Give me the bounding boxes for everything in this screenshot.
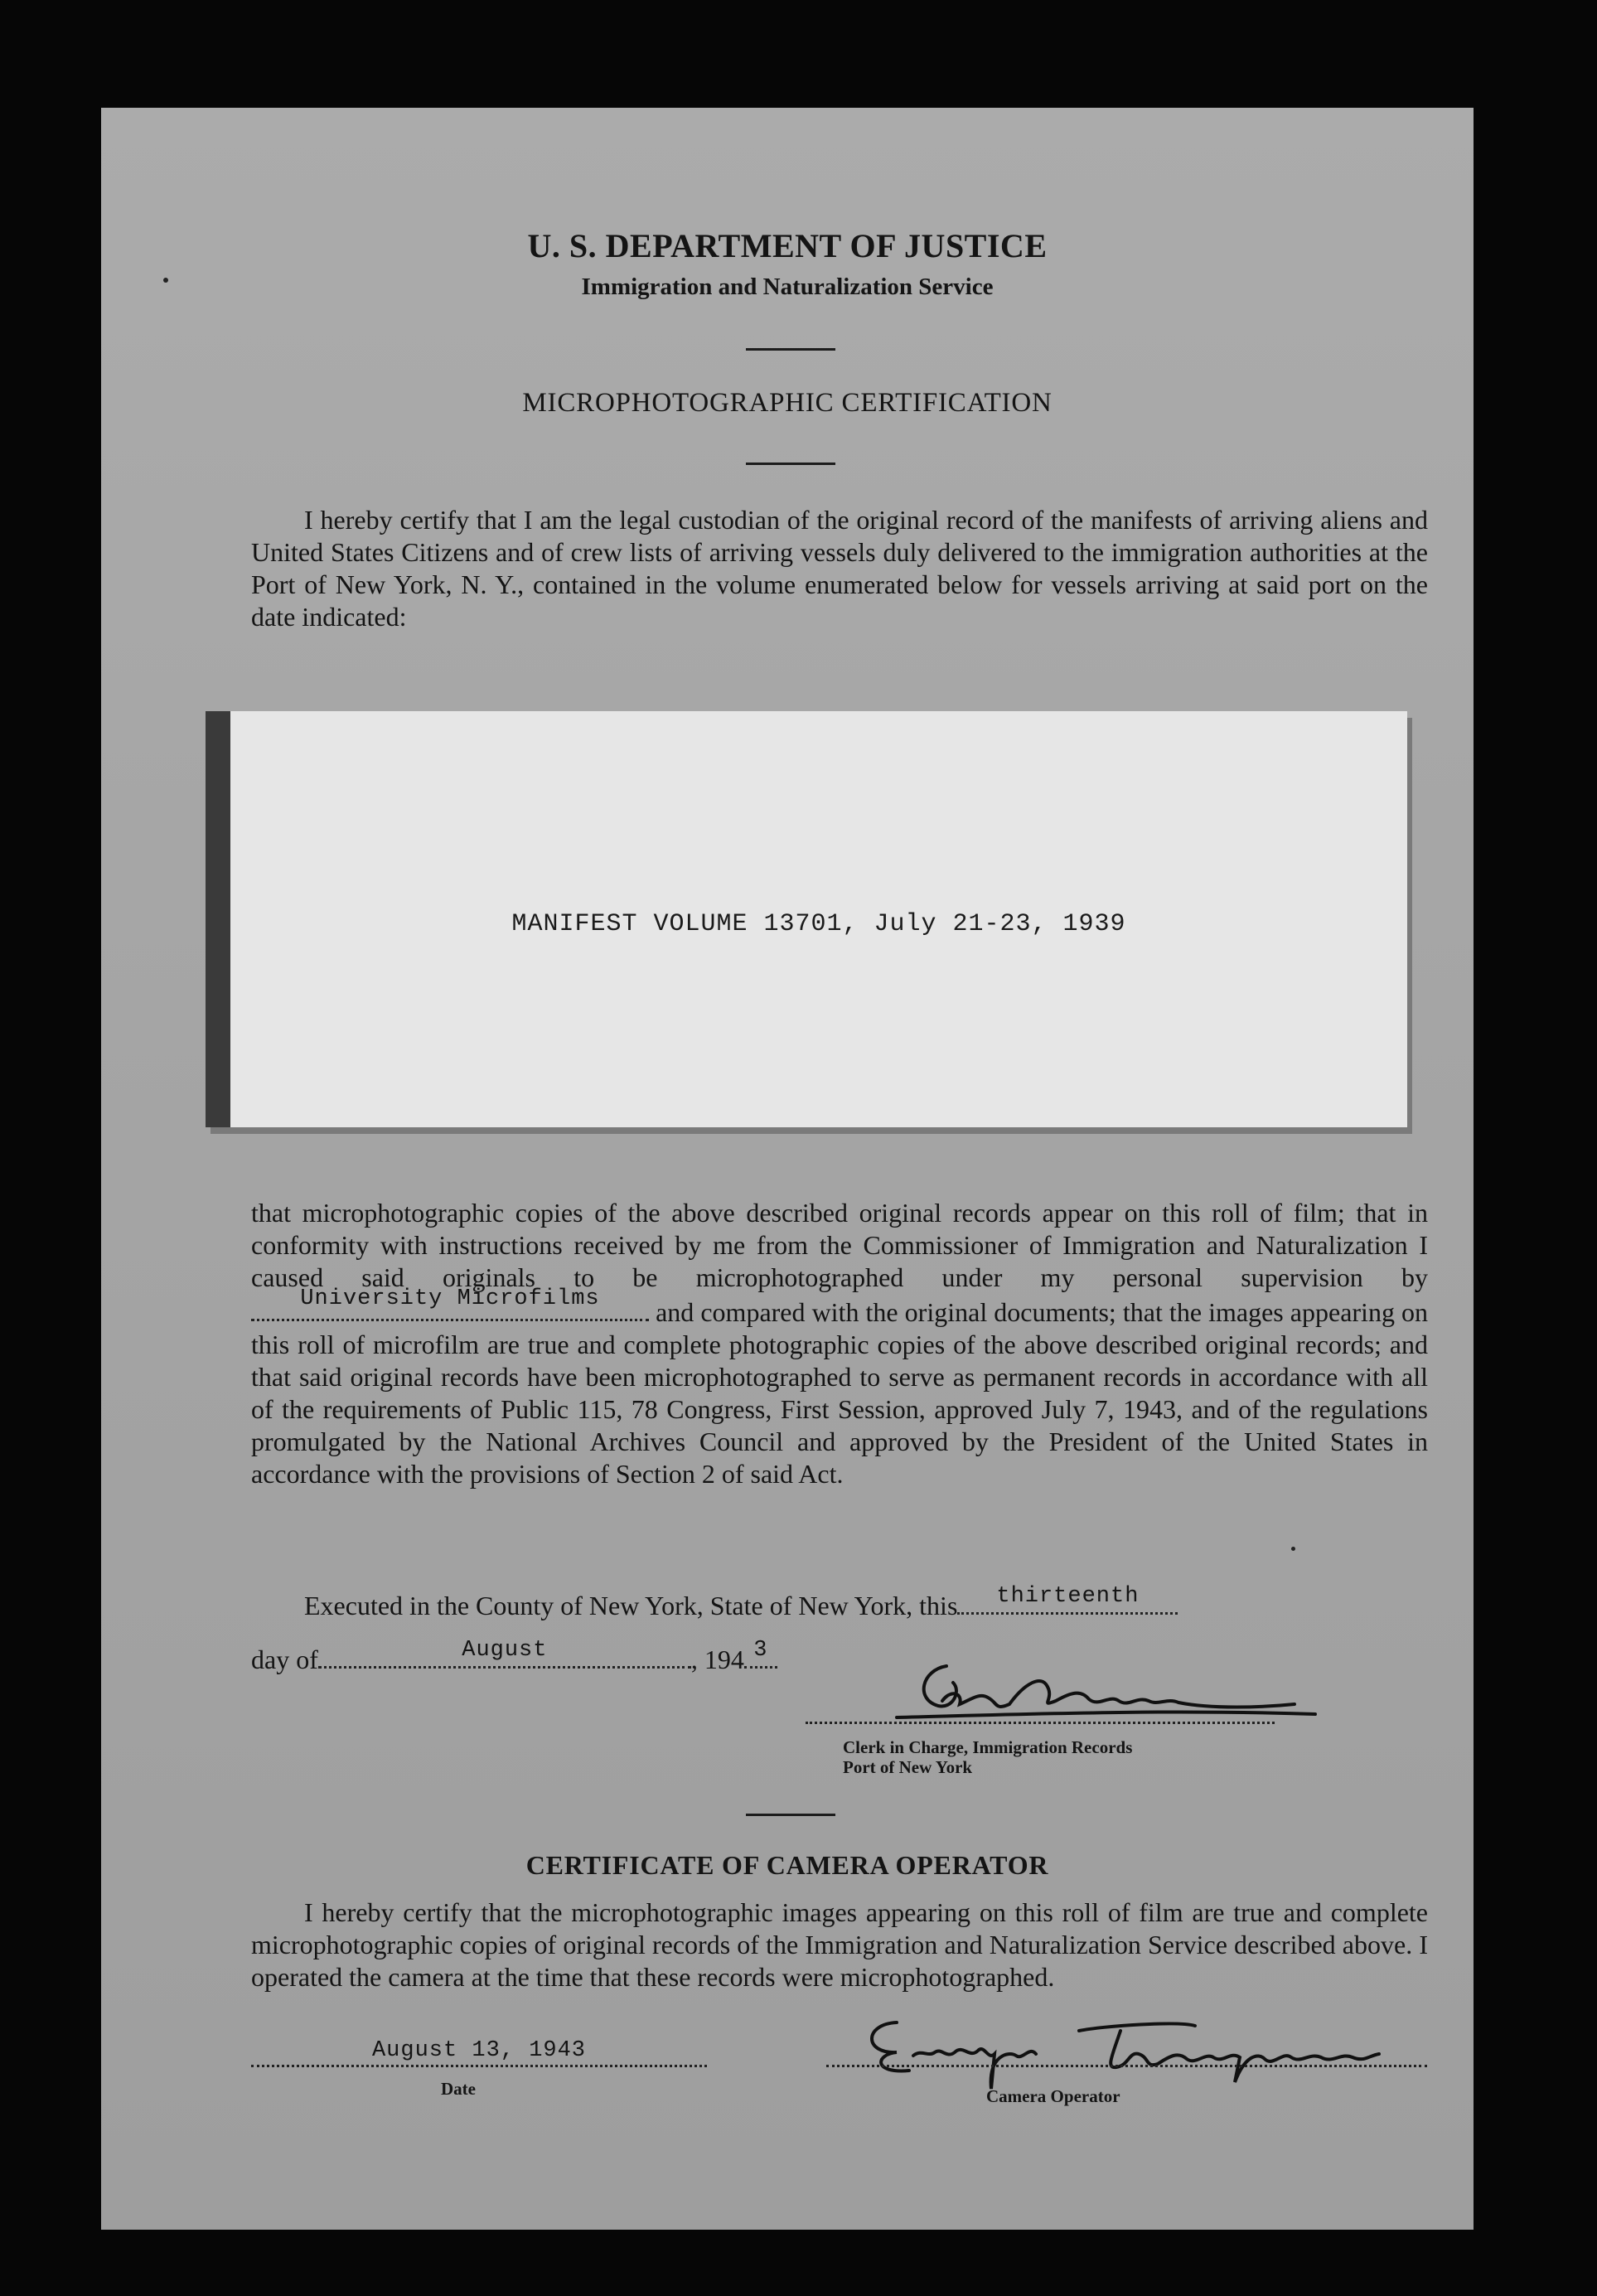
certificate-sheet [101, 108, 1474, 2230]
executed-text: Executed in the County of New York, State of New York, this [304, 1591, 958, 1620]
speck [163, 278, 168, 283]
manifest-volume-label: MANIFEST VOLUME 13701, July 21-23, 1939 [511, 910, 1126, 938]
camera-date-field [251, 2035, 707, 2067]
camera-date-value: August 13, 1943 [371, 2038, 587, 2063]
certification-text-start: that microphotographic copies of the above described original records appear on this roll of film; that in conformity with instructions received by me from the Commissioner of Immigration and Naturalization I caused said originals to be microphotographed under my personal supervision by [251, 1198, 1428, 1292]
camera-date-label: Date [441, 2079, 476, 2099]
clerk-signature [864, 1649, 1328, 1741]
clerk-title-line-1: Clerk in Charge, Immigration Records [843, 1737, 1133, 1757]
day-of-label: day of [251, 1644, 318, 1674]
camera-certificate-title: CERTIFICATE OF CAMERA OPERATOR [525, 1850, 1049, 1880]
speck [1291, 1547, 1295, 1551]
year-value: 3 [753, 1638, 768, 1663]
date-line [251, 1638, 777, 1675]
day-value: thirteenth [996, 1584, 1140, 1609]
manifest-volume-card [206, 711, 1407, 1127]
clerk-signature-line [806, 1722, 1275, 1724]
camera-operator-signature [830, 2006, 1427, 2097]
month-field [318, 1638, 691, 1669]
camera-operator-signature-line [826, 2065, 1427, 2067]
month-value: August [462, 1638, 548, 1663]
year-prefix: , 194 [690, 1644, 744, 1674]
department-heading: U. S. DEPARTMENT OF JUSTICE [527, 227, 1048, 264]
certification-paragraph [251, 1197, 1428, 1490]
supervisor-value: University Microfilms [300, 1286, 600, 1311]
divider [746, 463, 835, 465]
executed-line [304, 1584, 1178, 1621]
divider [746, 348, 835, 351]
clerk-title [843, 1737, 1132, 1777]
camera-operator-label: Camera Operator [986, 2086, 1120, 2106]
day-field [957, 1584, 1178, 1615]
supervisor-field [251, 1286, 649, 1321]
year-field [744, 1638, 777, 1669]
certification-text-rest: and compared with the original documents; that the images appearing on this roll of microfilm are true and complete photographic copies of the above described original records; and that said original records have been microphotographed to serve as permanent records in accordance with all of the requirements of Public 115, 78 Congress, First Session, approved July 7, 1943, and of the regulations promulgated by the National Archives Council and approved by the President of the United States in accordance with the provisions of Section 2 of said Act. [251, 1297, 1429, 1489]
clerk-title-line-2: Port of New York [843, 1757, 973, 1777]
divider [746, 1814, 835, 1816]
intro-paragraph: I hereby certify that I am the legal custodian of the original record of the manifests of arriving aliens and United States Citizens and of crew lists of arriving vessels duly delivered to the immigration authorities at the Port of New York, N. Y., contained in the volume enumerated below for vessels arriving at said port on the date indicated: [251, 505, 1428, 632]
certification-title: MICROPHOTOGRAPHIC CERTIFICATION [522, 388, 1053, 418]
camera-paragraph: I hereby certify that the microphotographic images appearing on this roll of film are true and complete microphotographic copies of original records of the Immigration and Naturalization Service described above. I operated the camera at the time that these records were microphotographed. [251, 1897, 1428, 1992]
service-subheading: Immigration and Naturalization Service [581, 274, 994, 300]
